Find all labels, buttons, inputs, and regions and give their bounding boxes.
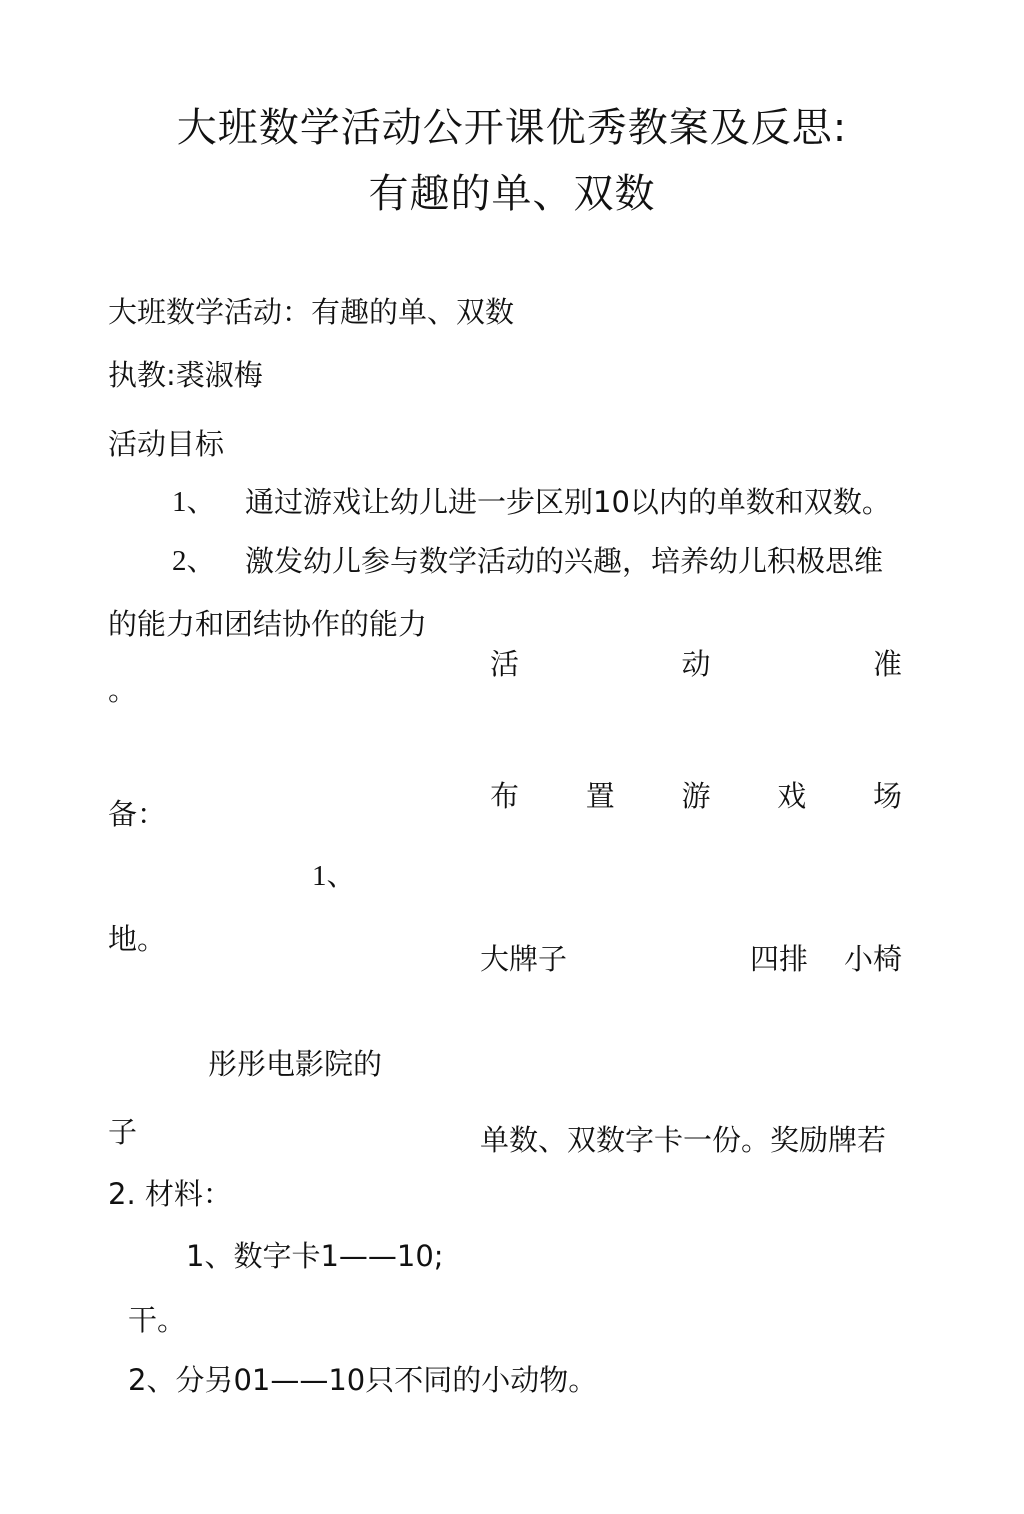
prep-item2-right: 小椅: [844, 942, 903, 976]
goals-heading: 活动目标: [108, 427, 225, 461]
prep-item1-char: 游: [681, 779, 711, 813]
materials-item-2: 2、分另01——10只不同的小动物。: [128, 1363, 598, 1397]
prep-label-char: 动: [681, 647, 711, 681]
prep-item1-char: 场: [872, 779, 902, 813]
document-title-line2: 有趣的单、双数: [368, 171, 656, 217]
prep-item3: 单数、双数字卡一份。奖励牌若: [480, 1123, 887, 1157]
prep-item1-char: 置: [585, 779, 615, 813]
activity-name: 大班数学活动：有趣的单、双数: [108, 295, 515, 329]
prep-item2-line2: 彤彤电影院的: [208, 1047, 383, 1081]
prep-item1-char: 布: [490, 779, 520, 813]
prep-item3-end: 干。: [128, 1303, 187, 1337]
goal-1-number: 1、: [172, 486, 216, 518]
prep-item1-row: [490, 779, 902, 813]
document-title-line1: 大班数学活动公开课优秀教案及反思:: [176, 105, 848, 151]
goal-2-continuation: 的能力和团结协作的能力: [108, 607, 428, 641]
goal-2-number: 2、: [172, 545, 216, 577]
prep-item2-end: 子: [108, 1115, 138, 1149]
prep-item1-char: 戏: [777, 779, 807, 813]
teacher-name: 执教:裘淑梅: [108, 358, 263, 392]
prep-item2-mid: 四排: [750, 942, 809, 976]
materials-heading: 2. 材料：: [108, 1177, 232, 1211]
prep-label-char: 活: [490, 647, 520, 681]
prep-label-row: [490, 647, 902, 681]
materials-item-1: 1、数字卡1——10;: [186, 1239, 444, 1273]
prep-item2-left: 大牌子: [480, 942, 568, 976]
goal-1-text: 通过游戏让幼儿进一步区别10以内的单数和双数。: [245, 485, 891, 519]
prep-item1-number: 1、: [312, 860, 356, 892]
prep-label-end: 备：: [108, 797, 167, 831]
prep-item1-end: 地。: [108, 922, 167, 956]
goal-2-text: 激发幼儿参与数学活动的兴趣，培养幼儿积极思维: [245, 544, 884, 578]
prep-label-char: 准: [872, 647, 902, 681]
goal-2-period: 。: [108, 673, 138, 707]
